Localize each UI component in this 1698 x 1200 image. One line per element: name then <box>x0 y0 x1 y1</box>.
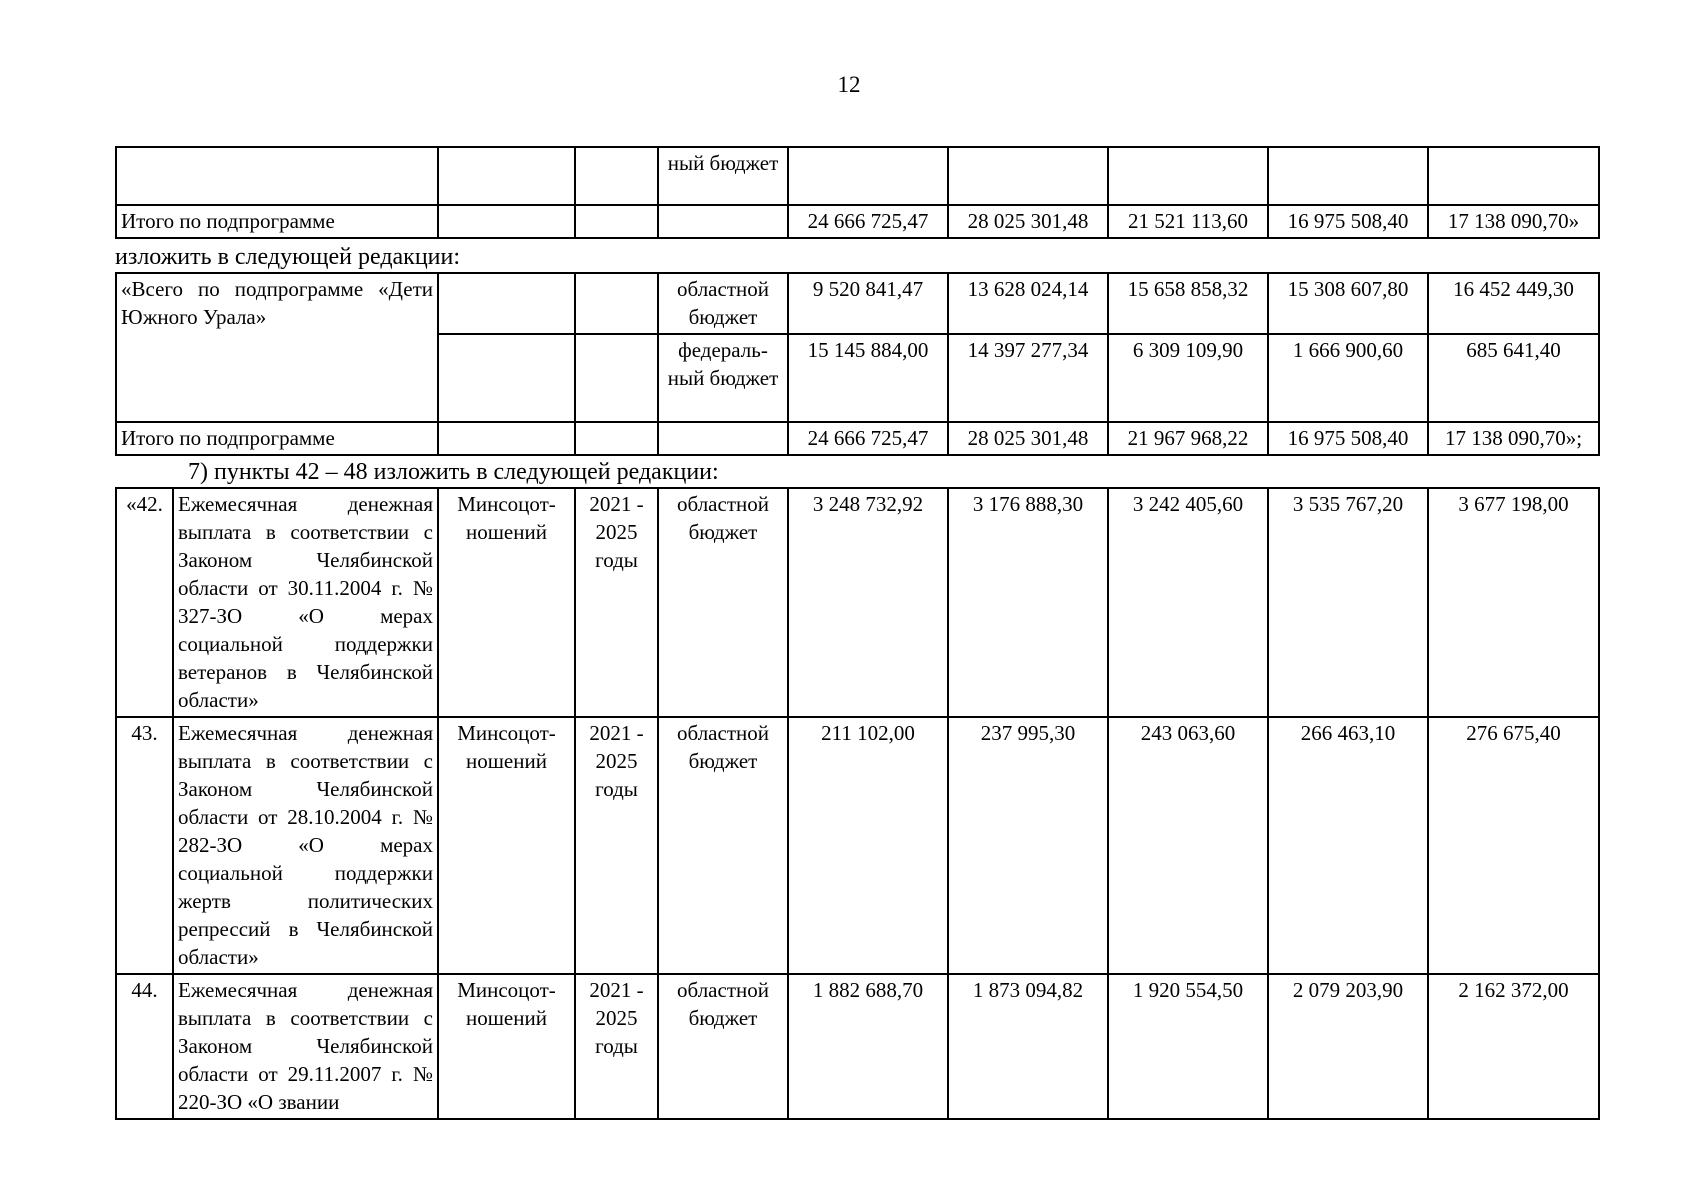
value-cell: 15 145 884,00 <box>788 334 948 422</box>
budget-cell: областной бюджет <box>658 974 788 1119</box>
item-number: «42. <box>116 488 173 717</box>
value-cell: 2 162 372,00 <box>1428 974 1599 1119</box>
value-cell: 276 675,40 <box>1428 717 1599 974</box>
value-cell: 1 920 554,50 <box>1108 974 1268 1119</box>
value-cell: 1 666 900,60 <box>1268 334 1428 422</box>
empty-cell <box>658 205 788 238</box>
value-cell: 16 452 449,30 <box>1428 273 1599 334</box>
total-label: Итого по подпрограмме <box>116 422 438 455</box>
value-cell: 3 535 767,20 <box>1268 488 1428 717</box>
value-cell: 685 641,40 <box>1428 334 1599 422</box>
budget-cell: ный бюджет <box>658 147 788 205</box>
value-cell: 21 521 113,60 <box>1108 205 1268 238</box>
value-cell: 15 308 607,80 <box>1268 273 1428 334</box>
period-cell: 2021 - 2025 годы <box>575 974 658 1119</box>
item-description: Ежемесячная денежная выплата в соответствии с Законом Челябинской области от 29.11.2007 г. № 220-ЗО «О звании <box>173 974 438 1119</box>
value-cell: 16 975 508,40 <box>1268 422 1428 455</box>
budget-cell: федераль-ный бюджет <box>658 334 788 422</box>
empty-cell <box>438 273 575 334</box>
empty-cell <box>788 147 948 205</box>
empty-cell <box>438 334 575 422</box>
empty-cell <box>1428 147 1599 205</box>
table-row <box>116 488 1599 717</box>
value-cell: 266 463,10 <box>1268 717 1428 974</box>
item-number: 43. <box>116 717 173 974</box>
caption-new-edition: изложить в следующей редакции: <box>115 244 461 270</box>
value-cell: 3 242 405,60 <box>1108 488 1268 717</box>
empty-cell <box>575 147 658 205</box>
value-cell: 28 025 301,48 <box>948 422 1108 455</box>
budget-cell: областной бюджет <box>658 273 788 334</box>
value-cell: 211 102,00 <box>788 717 948 974</box>
value-cell: 17 138 090,70» <box>1428 205 1599 238</box>
value-cell: 21 967 968,22 <box>1108 422 1268 455</box>
table-row <box>116 717 1599 974</box>
value-cell: 3 176 888,30 <box>948 488 1108 717</box>
empty-cell <box>438 205 575 238</box>
item-description: Ежемесячная денежная выплата в соответствии с Законом Челябинской области от 30.11.2004 г. № 327-ЗО «О мерах социальной поддержки ветеранов в Челябинской области» <box>173 488 438 717</box>
empty-cell <box>1108 147 1268 205</box>
empty-cell <box>658 422 788 455</box>
executor-cell: Минсоцот-ношений <box>438 717 575 974</box>
executor-cell: Минсоцот-ношений <box>438 488 575 717</box>
budget-cell: областной бюджет <box>658 717 788 974</box>
period-cell: 2021 - 2025 годы <box>575 488 658 717</box>
executor-cell: Минсоцот-ношений <box>438 974 575 1119</box>
value-cell: 14 397 277,34 <box>948 334 1108 422</box>
page-number: 12 <box>837 72 861 97</box>
subprogram-totals-table <box>115 272 1600 456</box>
value-cell: 1 882 688,70 <box>788 974 948 1119</box>
empty-cell <box>575 205 658 238</box>
previous-table-fragment <box>115 146 1600 239</box>
value-cell: 3 677 198,00 <box>1428 488 1599 717</box>
empty-cell <box>575 273 658 334</box>
value-cell: 3 248 732,92 <box>788 488 948 717</box>
value-cell: 2 079 203,90 <box>1268 974 1428 1119</box>
total-label: Итого по подпрограмме <box>116 205 438 238</box>
value-cell: 17 138 090,70»; <box>1428 422 1599 455</box>
value-cell: 1 873 094,82 <box>948 974 1108 1119</box>
item-description: Ежемесячная денежная выплата в соответствии с Законом Челябинской области от 28.10.2004 г. № 282-ЗО «О мерах социальной поддержки жертв политических репрессий в Челябинской области» <box>173 717 438 974</box>
empty-cell <box>116 147 438 205</box>
value-cell: 13 628 024,14 <box>948 273 1108 334</box>
subprogram-all-label: «Всего по подпрограмме «Дети Южного Урала» <box>116 273 438 422</box>
value-cell: 16 975 508,40 <box>1268 205 1428 238</box>
value-cell: 9 520 841,47 <box>788 273 948 334</box>
value-cell: 15 658 858,32 <box>1108 273 1268 334</box>
value-cell: 6 309 109,90 <box>1108 334 1268 422</box>
item-number: 44. <box>116 974 173 1119</box>
empty-cell <box>948 147 1108 205</box>
empty-cell <box>1268 147 1428 205</box>
empty-cell <box>575 422 658 455</box>
empty-cell <box>438 147 575 205</box>
measures-table <box>115 487 1600 1120</box>
empty-cell <box>438 422 575 455</box>
value-cell: 24 666 725,47 <box>788 422 948 455</box>
value-cell: 243 063,60 <box>1108 717 1268 974</box>
period-cell: 2021 - 2025 годы <box>575 717 658 974</box>
budget-cell: областной бюджет <box>658 488 788 717</box>
caption-items-42-48: 7) пункты 42 – 48 изложить в следующей редакции: <box>188 459 719 485</box>
value-cell: 28 025 301,48 <box>948 205 1108 238</box>
value-cell: 237 995,30 <box>948 717 1108 974</box>
empty-cell <box>575 334 658 422</box>
value-cell: 24 666 725,47 <box>788 205 948 238</box>
table-row <box>116 974 1599 1119</box>
